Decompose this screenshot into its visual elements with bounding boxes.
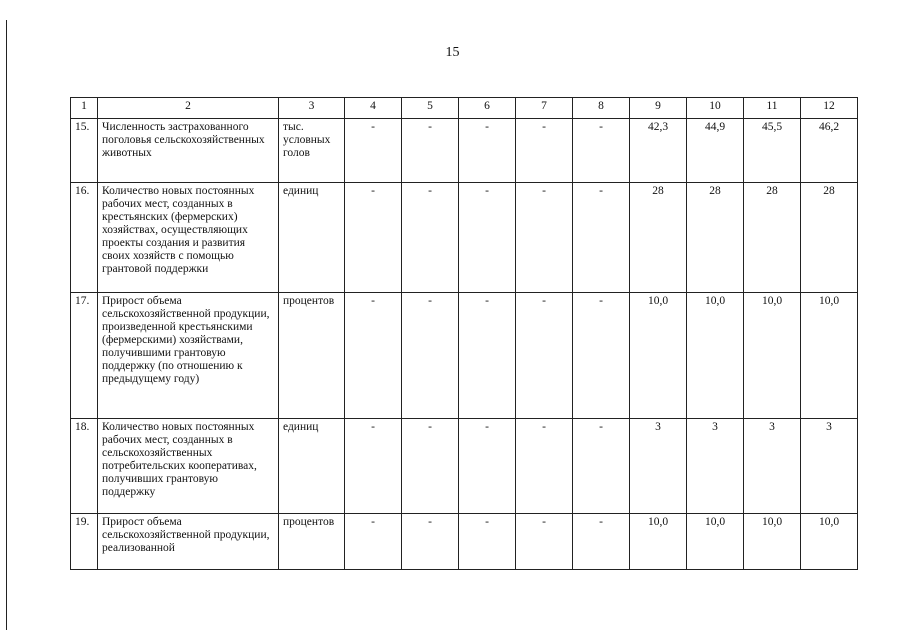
value-cell: - xyxy=(459,419,516,514)
value-cell: - xyxy=(402,293,459,419)
row-number: 17. xyxy=(71,293,98,419)
value-cell: - xyxy=(459,119,516,183)
unit-cell: процентов xyxy=(279,293,345,419)
header-cell: 5 xyxy=(402,98,459,119)
value-cell: 3 xyxy=(687,419,744,514)
unit-cell: единиц xyxy=(279,419,345,514)
value-cell: - xyxy=(345,183,402,293)
header-cell: 6 xyxy=(459,98,516,119)
value-cell: - xyxy=(573,514,630,570)
value-cell: 44,9 xyxy=(687,119,744,183)
value-cell: 3 xyxy=(630,419,687,514)
value-cell: 10,0 xyxy=(744,514,801,570)
header-cell: 1 xyxy=(71,98,98,119)
value-cell: 42,3 xyxy=(630,119,687,183)
value-cell: - xyxy=(345,514,402,570)
value-cell: 3 xyxy=(801,419,858,514)
value-cell: 46,2 xyxy=(801,119,858,183)
header-row xyxy=(71,98,858,119)
value-cell: - xyxy=(516,293,573,419)
value-cell: 28 xyxy=(630,183,687,293)
value-cell: - xyxy=(402,183,459,293)
value-cell: - xyxy=(402,119,459,183)
value-cell: 28 xyxy=(687,183,744,293)
table-row xyxy=(71,119,858,183)
value-cell: 3 xyxy=(744,419,801,514)
value-cell: 10,0 xyxy=(744,293,801,419)
value-cell: - xyxy=(345,419,402,514)
unit-cell: процентов xyxy=(279,514,345,570)
row-number: 16. xyxy=(71,183,98,293)
header-cell: 3 xyxy=(279,98,345,119)
value-cell: - xyxy=(573,183,630,293)
header-cell: 10 xyxy=(687,98,744,119)
header-cell: 9 xyxy=(630,98,687,119)
left-margin-rule xyxy=(6,20,7,630)
indicator-name: Количество новых постоянных рабочих мест, созданных в крестьянских (фермерских) хозяйствах, осуществляющих проекты создания и развития своих хозяйств с помощью грантовой поддержки xyxy=(98,183,279,293)
value-cell: 10,0 xyxy=(687,293,744,419)
value-cell: - xyxy=(345,119,402,183)
value-cell: 45,5 xyxy=(744,119,801,183)
indicators-table xyxy=(70,97,858,570)
value-cell: - xyxy=(459,514,516,570)
value-cell: - xyxy=(516,183,573,293)
table-row xyxy=(71,514,858,570)
header-cell: 7 xyxy=(516,98,573,119)
value-cell: 10,0 xyxy=(801,514,858,570)
value-cell: 10,0 xyxy=(630,293,687,419)
row-number: 18. xyxy=(71,419,98,514)
value-cell: - xyxy=(573,419,630,514)
unit-cell: тыс. условных голов xyxy=(279,119,345,183)
value-cell: - xyxy=(402,514,459,570)
value-cell: - xyxy=(459,183,516,293)
value-cell: - xyxy=(573,293,630,419)
page-number: 15 xyxy=(445,45,460,60)
value-cell: - xyxy=(573,119,630,183)
header-cell: 11 xyxy=(744,98,801,119)
value-cell: - xyxy=(516,514,573,570)
value-cell: - xyxy=(516,119,573,183)
value-cell: - xyxy=(402,419,459,514)
indicator-name: Прирост объема сельскохозяйственной продукции, произведенной крестьянскими (фермерскими) хозяйствами, получившими грантовую поддержку (по отношению к предыдущему году) xyxy=(98,293,279,419)
header-cell: 8 xyxy=(573,98,630,119)
header-cell: 2 xyxy=(98,98,279,119)
indicator-name: Количество новых постоянных рабочих мест, созданных в сельскохозяйственных потребительских кооперативах, получивших грантовую поддержку xyxy=(98,419,279,514)
table-row xyxy=(71,183,858,293)
value-cell: - xyxy=(516,419,573,514)
unit-cell: единиц xyxy=(279,183,345,293)
table-row xyxy=(71,293,858,419)
value-cell: 10,0 xyxy=(630,514,687,570)
header-cell: 4 xyxy=(345,98,402,119)
value-cell: 10,0 xyxy=(801,293,858,419)
indicator-name: Прирост объема сельскохозяйственной продукции, реализованной xyxy=(98,514,279,570)
value-cell: - xyxy=(345,293,402,419)
row-number: 19. xyxy=(71,514,98,570)
value-cell: 10,0 xyxy=(687,514,744,570)
table-row xyxy=(71,419,858,514)
header-cell: 12 xyxy=(801,98,858,119)
value-cell: 28 xyxy=(744,183,801,293)
value-cell: - xyxy=(459,293,516,419)
value-cell: 28 xyxy=(801,183,858,293)
indicator-name: Численность застрахованного поголовья сельскохозяйственных животных xyxy=(98,119,279,183)
row-number: 15. xyxy=(71,119,98,183)
